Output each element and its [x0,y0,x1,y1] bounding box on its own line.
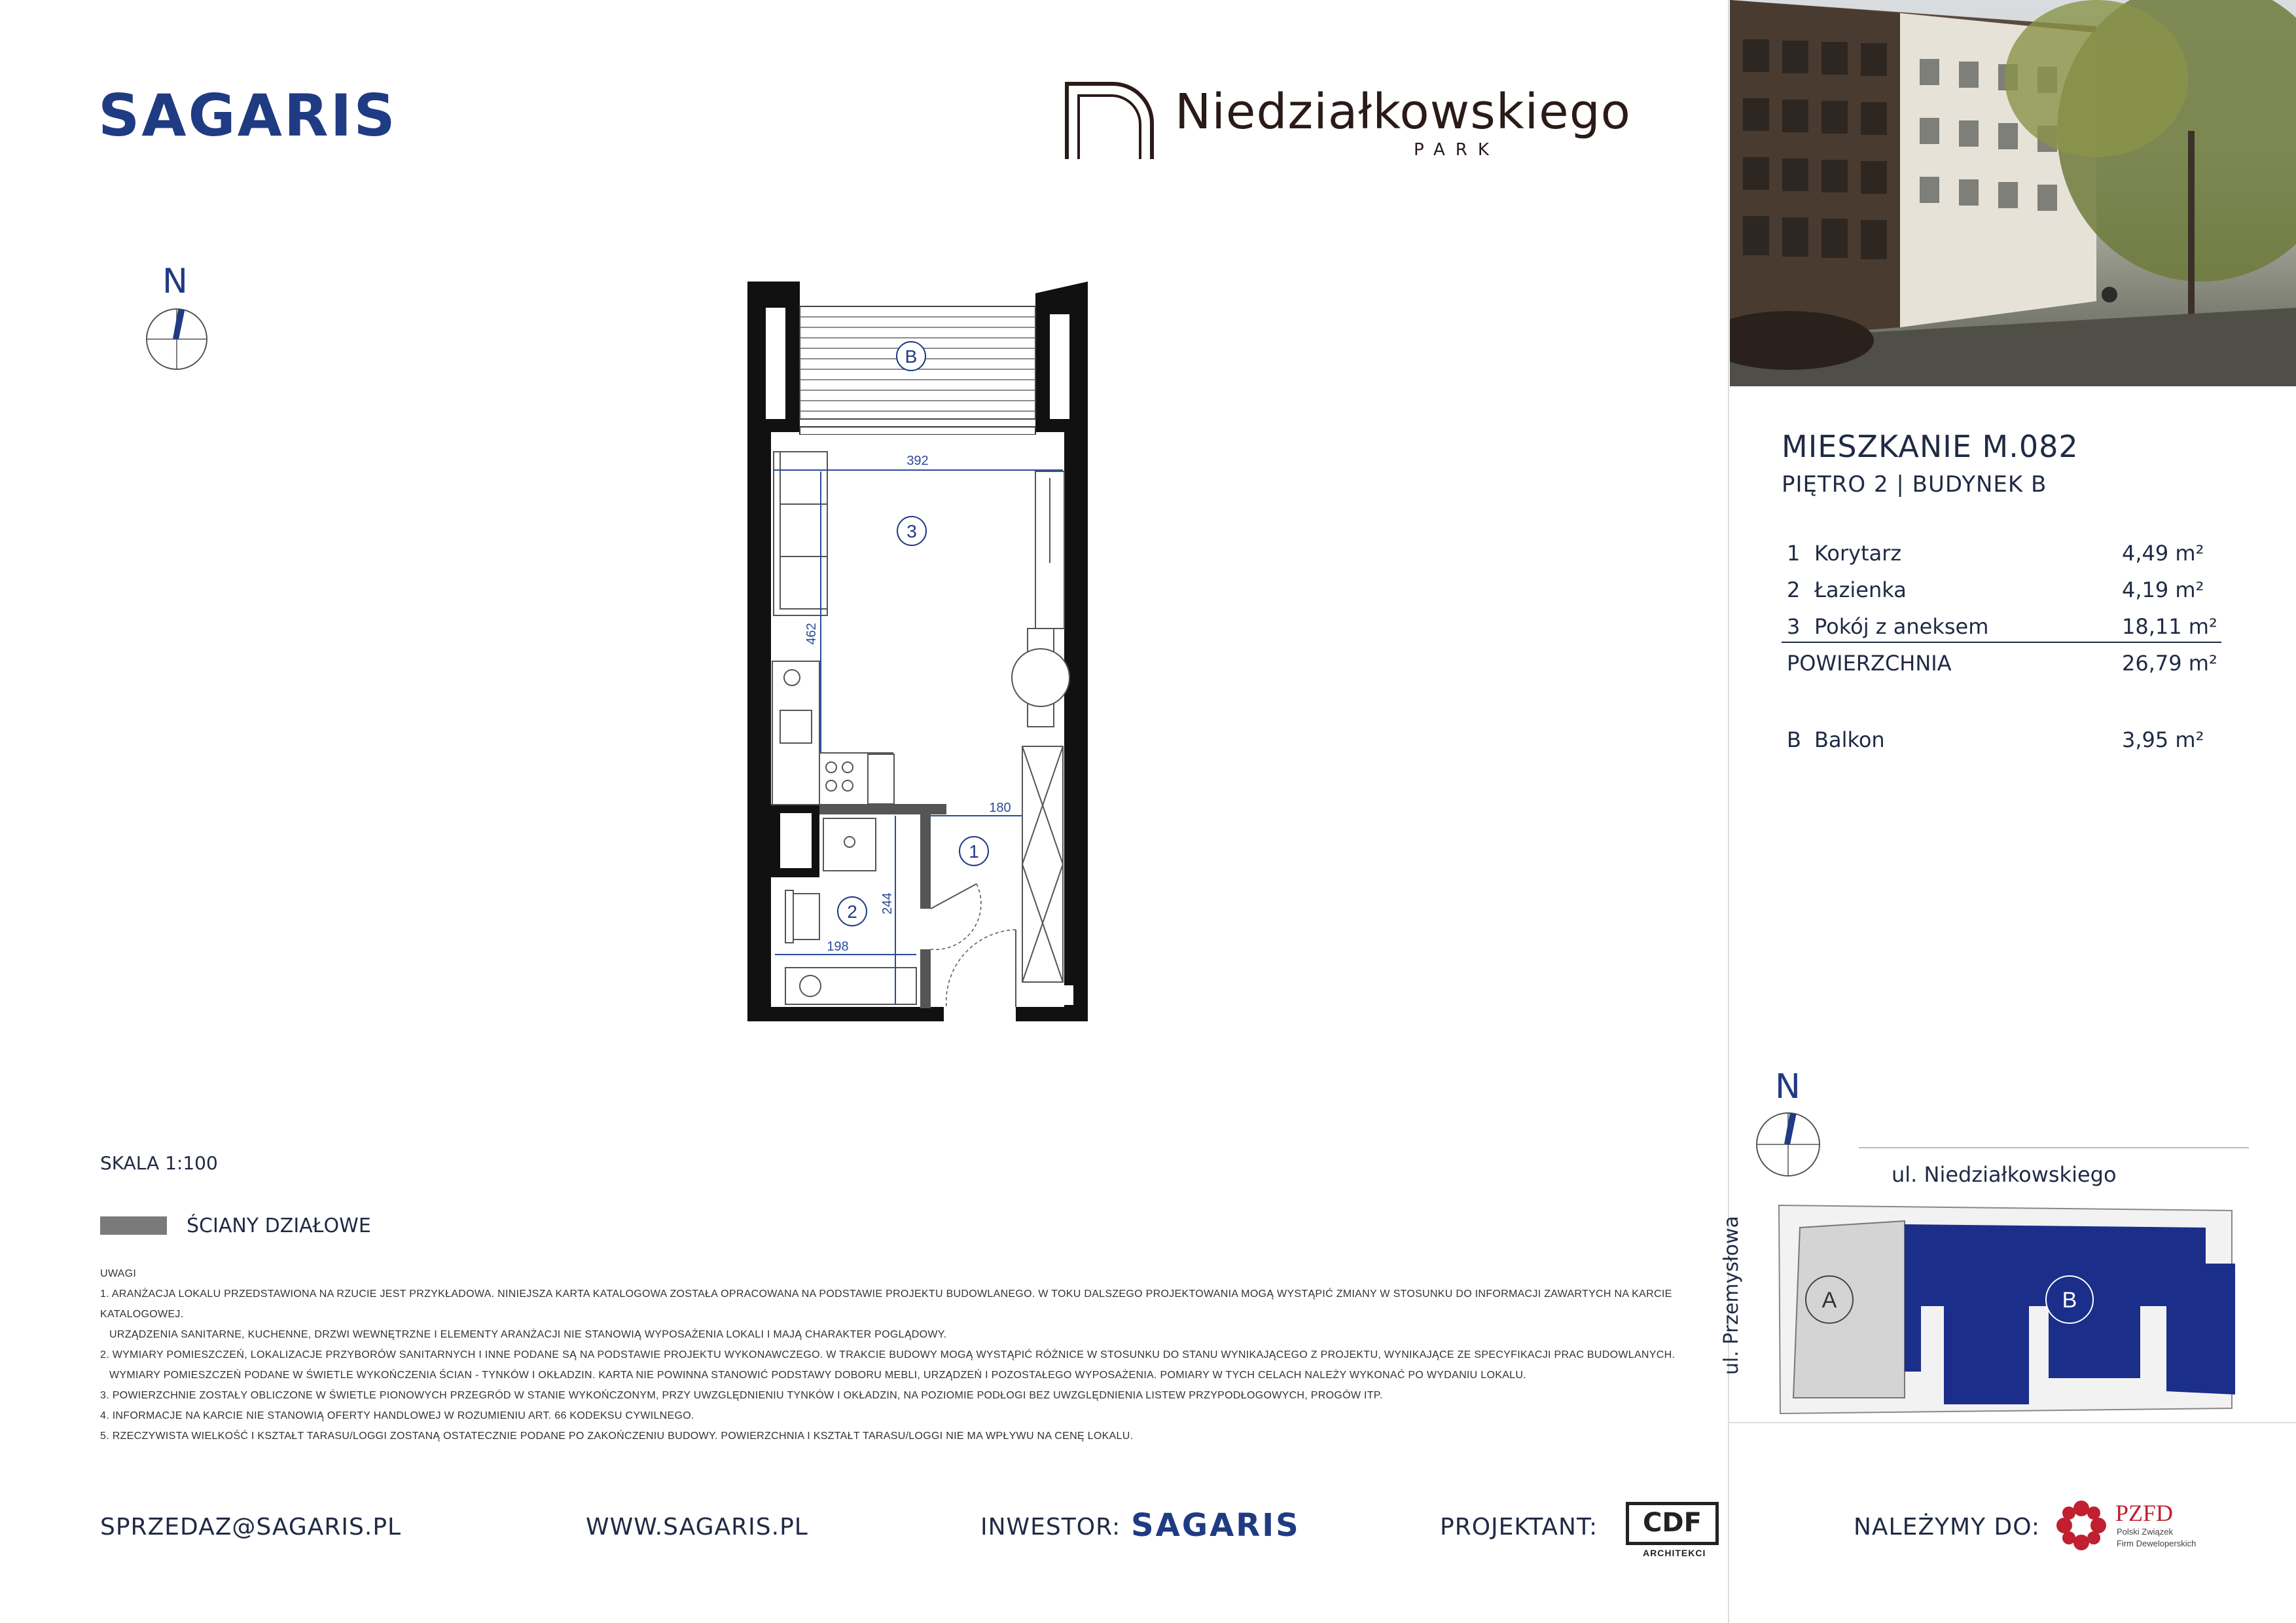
building-illustration-icon [1730,0,2296,386]
building-photo [1730,0,2296,386]
total-area: 26,79 m² [2122,651,2217,676]
dim-462: 462 [804,623,819,645]
note-line: 1. ARANŻACJA LOKALU PRZEDSTAWIONA NA RZUCIE JEST PRZYKŁADOWA. NINIEJSZA KARTA KATALOGOWA ZOSTAŁA OPRACOWANA NA PODSTAWIE PROJEKTU BUDOWLANEGO. W TOKU DALSZEGO PROJEKTOWANIA MOGĄ WYSTĄPIĆ ZMIANY W STOSUNKU DO INFORMACJI ZAWARTYCH NA KARCIE KATALOGOWEJ. [100,1288,1672,1320]
total-row [1787,646,2219,682]
member-label: NALEŻYMY DO: [1854,1514,2041,1541]
note-line: 5. RZECZYWISTA WIELKOŚĆ I KSZTAŁT TARASU/LOGGI ZOSTANĄ OSTATECZNIE PODANE PO ZAKOŃCZENIU BUDOWY. POWIERZCHNIA I KSZTAŁT TARASU/LOGGI NIE MA WPŁYWU NA CENĘ LOKALU. [100,1431,1134,1442]
scale-label: SKALA 1:100 [100,1152,218,1174]
room-label-3: 3 [906,521,917,541]
room-num: 1 [1787,541,1801,566]
note-line: WYMIARY POMIESZCZEŃ PODANE W ŚWIETLE WYKOŃCZENIA ŚCIAN - TYNKÓW I OKŁADZIN. KARTA NIE POWINNA STANOWIĆ PODSTAWY DOBORU MEBLI, URZĄDZEŃ I POZOSTAŁEGO WYPOSAŻENIA. POMIARY W TYCH CELACH NALEŻY WYKONAĆ PO WYDANIU LOKALU. [109,1370,1526,1381]
balcony-label: B [905,346,918,367]
notes-title: UWAGI [100,1268,137,1279]
room-area: 4,49 m² [2122,541,2204,566]
room-num: 2 [1787,577,1801,602]
room-name: Korytarz [1814,541,1902,566]
pzfd-flower-icon [2055,1499,2108,1552]
street-przemyslowa: ul. Przemysłowa [1720,1216,1743,1375]
designer-logo-sub: ARCHITEKCI [1643,1548,1706,1558]
room-row [1787,536,2219,572]
designer-logo-text: CDF [1643,1508,1702,1538]
balcony-area: 3,95 m² [2122,727,2204,752]
room-label-2: 2 [847,902,857,922]
floor-plan [740,275,1106,1028]
site-map-rule [1859,1147,2249,1148]
wall-left [747,432,771,1021]
note-line: 3. POWIERZCHNIE ZOSTAŁY OBLICZONE W ŚWIETLE PIONOWYCH PRZEGRÓD W STANIE WYKOŃCZONYM, PRZY UWZGLĘDNIENIU TYNKÓW I OKŁADZIN, NA POZIOMIE PODŁOGI BEZ UWZGLĘDNIENIA LISTEW PRZYPODŁOGOWYCH, PROGÓW ITP. [100,1390,1383,1401]
room-num: 3 [1787,614,1801,639]
legend-walls-label: ŚCIANY DZIAŁOWE [187,1214,371,1237]
building-b-label: B [2062,1288,2077,1313]
notes [100,1264,1697,1446]
site-map-bottom-rule [1728,1422,2296,1423]
pzfd-text: PZFD [2115,1500,2174,1526]
designer-label: PROJEKTANT: [1440,1514,1598,1541]
dining-table [1012,649,1069,706]
investor-logo: SAGARIS [1131,1507,1300,1544]
site-compass-needle-icon [1754,1110,1822,1178]
wall-bottom-left [747,1007,944,1021]
footer [0,1486,2296,1565]
compass-label: N [162,262,188,301]
sofa [774,452,827,615]
designer-logo [1626,1502,1719,1545]
apartment-title: MIESZKANIE M.082 [1782,429,2079,464]
project-name: Niedziałkowskiego [1175,84,1631,140]
dim-180: 180 [989,801,1011,815]
note-line: 2. WYMIARY POMIESZCZEŃ, LOKALIZACJE PRZYBORÓW SANITARNYCH I INNE PODANE SĄ NA PODSTAWIE PROJEKTU WYKONAWCZEGO. W TRAKCIE BUDOWY MOGĄ WYSTĄPIĆ RÓŻNICE W STOSUNKU DO STANU WYNIKAJĄCEGO Z PROJEKTU, WYNIKAJĄCE ZE SPECYFIKACJI PRAC BUDOWLANYCH. [100,1349,1676,1360]
site-map [1774,1201,2245,1417]
total-label: POWIERZCHNIA [1787,651,1952,676]
compass-needle-icon [144,306,209,372]
room-label-1: 1 [969,841,979,862]
pzfd-sub2: Firm Deweloperskich [2117,1539,2197,1548]
site-compass-label: N [1775,1067,1801,1106]
building-a-label: A [1821,1288,1837,1313]
website-link[interactable]: WWW.SAGARIS.PL [586,1514,808,1541]
balcony-row [1787,722,2219,759]
project-logo [1060,77,1636,169]
wall-right [1064,432,1088,1021]
pzfd-sub1: Polski Związek [2117,1527,2173,1537]
balcony-name: Balkon [1814,727,1885,752]
dim-244: 244 [880,892,895,915]
wall-bottom-right [1016,1007,1088,1021]
bathroom-wall-right [920,804,931,909]
street-niedzialkowskiego: ul. Niedziałkowskiego [1892,1162,2117,1187]
email-link[interactable]: SPRZEDAZ@SAGARIS.PL [100,1514,402,1541]
project-sub: PARK [1414,140,1499,160]
corridor-wardrobe [1022,746,1063,982]
room-area: 18,11 m² [2122,614,2217,639]
room-name: Pokój z aneksem [1814,614,1989,639]
note-line: URZĄDZENIA SANITARNE, KUCHENNE, DRZWI WEWNĘTRZNE I ELEMENTY ARANŻACJI NIE STANOWIĄ WYPOSAŻENIA LOKALI I MAJĄ CHARAKTER POGLĄDOWY. [109,1329,947,1340]
sagaris-logo: SAGARIS [98,82,397,149]
room-name: Łazienka [1814,577,1907,602]
apartment-subtitle: PIĘTRO 2 | BUDYNEK B [1782,471,2047,498]
room-area: 4,19 m² [2122,577,2204,602]
room-row [1787,572,2219,609]
dim-198: 198 [827,939,849,954]
investor-label: INWESTOR: [980,1514,1121,1541]
note-line: 4. INFORMACJE NA KARCIE NIE STANOWIĄ OFERTY HANDLOWEJ W ROZUMIENIU ART. 66 KODEKSU CYWILNEGO. [100,1410,694,1421]
site-compass [1754,1067,1826,1178]
rooms-divider [1782,642,2221,643]
compass [144,262,209,373]
balcony-num: B [1787,727,1801,752]
legend-swatch [100,1216,167,1235]
room-row [1787,609,2219,646]
project-logo-mark-icon [1060,77,1158,162]
dim-392: 392 [906,454,929,468]
